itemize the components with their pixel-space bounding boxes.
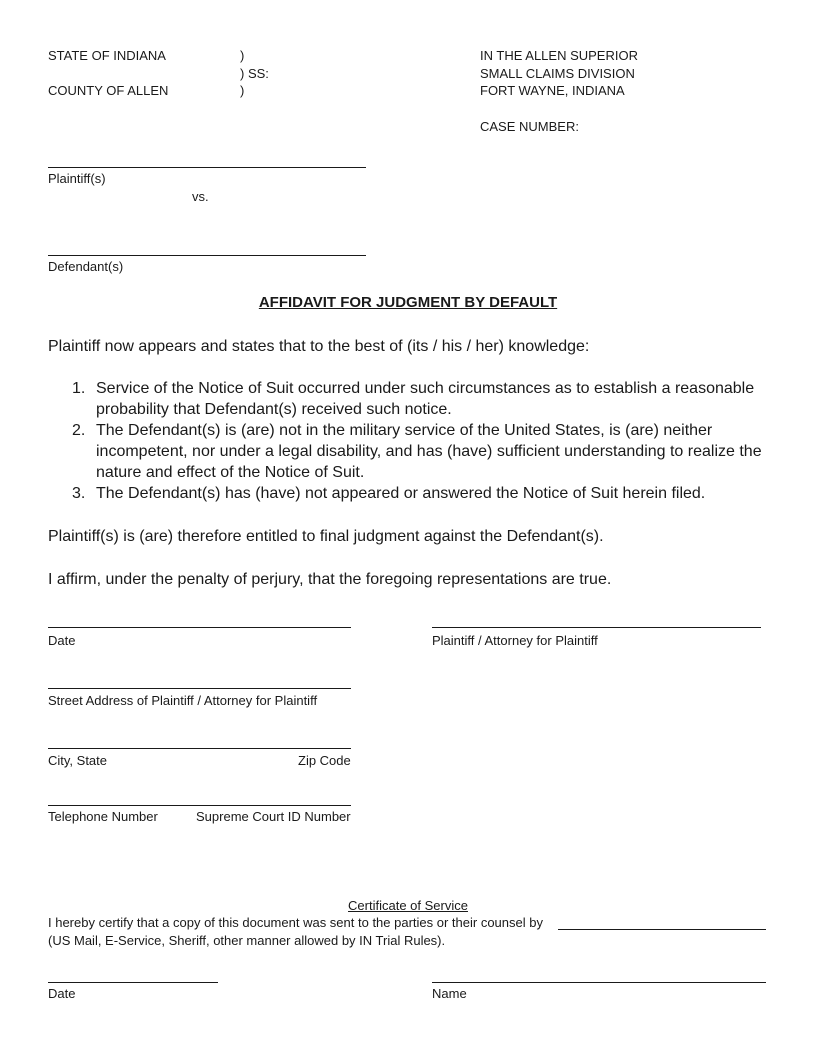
versus-label: vs. — [192, 189, 209, 204]
telephone-label: Telephone Number — [48, 809, 158, 824]
county-label: COUNTY OF ALLEN — [48, 83, 169, 98]
statement-list — [48, 378, 768, 504]
list-item — [48, 378, 768, 420]
list-item-number: 3. — [72, 485, 86, 502]
caption-paren-1: ) — [240, 48, 245, 63]
plaintiff-label: Plaintiff(s) — [48, 171, 106, 186]
service-method-line[interactable] — [558, 929, 766, 930]
plaintiff-name-line[interactable] — [48, 167, 366, 168]
list-item — [48, 483, 768, 504]
court-name: IN THE ALLEN SUPERIOR — [480, 48, 638, 63]
certificate-name-label: Name — [432, 986, 467, 1001]
state-label: STATE OF INDIANA — [48, 48, 166, 63]
certificate-name-line[interactable] — [432, 982, 766, 983]
date-label: Date — [48, 633, 76, 648]
certificate-date-label: Date — [48, 986, 76, 1001]
certificate-text-line1: I hereby certify that a copy of this document was sent to the parties or their counsel by — [48, 915, 543, 930]
court-location: FORT WAYNE, INDIANA — [480, 83, 625, 98]
list-item-text: The Defendant(s) has (have) not appeared or answered the Notice of Suit herein filed. — [96, 485, 706, 502]
certificate-text-line2: (US Mail, E-Service, Sheriff, other manner allowed by IN Trial Rules). — [48, 933, 446, 948]
affirmation-statement: I affirm, under the penalty of perjury, that the foregoing representations are true. — [48, 571, 612, 588]
list-item-text: Service of the Notice of Suit occurred under such circumstances as to establish a reasonable probability that Defendant(s) received such notice. — [96, 380, 755, 418]
plaintiff-attorney-label: Plaintiff / Attorney for Plaintiff — [432, 633, 598, 648]
list-item-number: 1. — [72, 380, 86, 397]
defendant-name-line[interactable] — [48, 255, 366, 256]
list-item — [48, 420, 768, 483]
list-item-number: 2. — [72, 422, 86, 439]
intro-paragraph: Plaintiff now appears and states that to the best of (its / his / her) knowledge: — [48, 338, 590, 355]
city-state-zip-line[interactable] — [48, 748, 351, 749]
street-address-label: Street Address of Plaintiff / Attorney for Plaintiff — [48, 693, 318, 708]
caption-ss: ) SS: — [240, 66, 269, 81]
court-division: SMALL CLAIMS DIVISION — [480, 66, 635, 81]
caption-paren-3: ) — [240, 83, 245, 98]
telephone-id-line[interactable] — [48, 805, 351, 806]
entitlement-statement: Plaintiff(s) is (are) therefore entitled to final judgment against the Defendant(s). — [48, 528, 604, 545]
list-item-text: The Defendant(s) is (are) not in the military service of the United States, is (are) neither incompetent, nor under a legal disability, and has (have) sufficient understanding to realize the nature and effect of the Notice of Suit. — [96, 422, 762, 481]
city-state-label: City, State — [48, 753, 108, 768]
defendant-label: Defendant(s) — [48, 259, 124, 274]
street-address-line[interactable] — [48, 688, 351, 689]
zip-code-label: Zip Code — [298, 753, 351, 768]
plaintiff-signature-line[interactable] — [432, 627, 761, 628]
court-id-label: Supreme Court ID Number — [196, 809, 351, 824]
case-number-label: CASE NUMBER: — [480, 119, 579, 134]
date-signature-line[interactable] — [48, 627, 351, 628]
certificate-heading: Certificate of Service — [348, 898, 468, 913]
certificate-date-line[interactable] — [48, 982, 218, 983]
document-title: AFFIDAVIT FOR JUDGMENT BY DEFAULT — [258, 294, 558, 311]
